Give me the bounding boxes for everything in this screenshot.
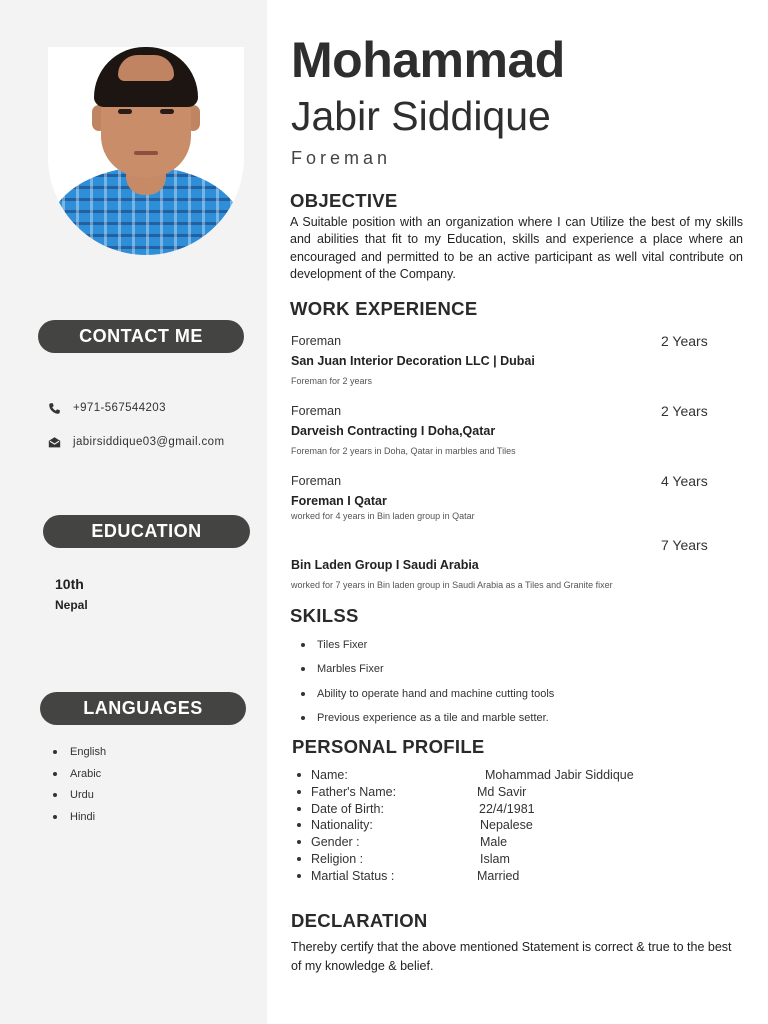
contact-heading: CONTACT ME bbox=[38, 320, 244, 353]
main-content bbox=[267, 0, 768, 1024]
profile-value: Male bbox=[480, 835, 508, 850]
education-place: Nepal bbox=[55, 598, 88, 612]
skills-heading: SKILSS bbox=[290, 605, 359, 626]
profile-label: Religion : bbox=[311, 851, 364, 866]
profile-row bbox=[297, 767, 737, 784]
education-level: 10th bbox=[55, 576, 84, 592]
job-years: 4 Years bbox=[661, 473, 708, 489]
job-role: Foreman bbox=[291, 474, 342, 488]
job-company: Darveish Contracting I Doha,Qatar bbox=[291, 424, 496, 438]
job-company: San Juan Interior Decoration LLC | Dubai bbox=[291, 354, 535, 368]
list-item: Urdu bbox=[52, 787, 106, 809]
list-item: Ability to operate hand and machine cutting tools bbox=[301, 686, 554, 710]
job-title: Foreman bbox=[291, 148, 392, 168]
profile-label: Gender : bbox=[311, 835, 360, 850]
profile-label: Martial Status : bbox=[311, 868, 395, 883]
list-item: Marbles Fixer bbox=[301, 661, 554, 685]
profile-row bbox=[297, 801, 737, 818]
profile-label: Father's Name: bbox=[311, 784, 397, 799]
work-experience-heading: WORK EXPERIENCE bbox=[290, 298, 478, 319]
profile-row bbox=[297, 784, 737, 801]
personal-profile-heading: PERSONAL PROFILE bbox=[292, 736, 485, 757]
skills-list bbox=[301, 637, 554, 734]
job-description: Foreman for 2 years bbox=[291, 376, 373, 386]
profile-value: Md Savir bbox=[477, 784, 527, 799]
declaration-text: Thereby certify that the above mentioned Statement is correct & true to the best of my knowledge & belief. bbox=[291, 940, 732, 973]
job-role: Foreman bbox=[291, 404, 342, 418]
education-heading: EDUCATION bbox=[43, 515, 250, 548]
profile-value: Nepalese bbox=[480, 818, 533, 833]
last-name: Jabir Siddique bbox=[291, 93, 551, 139]
profile-value: Mohammad Jabir Siddique bbox=[485, 768, 634, 782]
personal-profile-list bbox=[297, 767, 737, 885]
profile-label: Name: bbox=[311, 768, 348, 782]
profile-row bbox=[297, 851, 737, 868]
profile-row bbox=[297, 817, 737, 834]
profile-value: Married bbox=[477, 868, 520, 883]
list-item: Tiles Fixer bbox=[301, 637, 554, 661]
phone-row bbox=[48, 399, 166, 417]
job-years: 2 Years bbox=[661, 333, 708, 349]
first-name: Mohammad bbox=[291, 32, 565, 88]
job-company: Foreman I Qatar bbox=[291, 494, 387, 508]
profile-label: Date of Birth: bbox=[311, 801, 384, 816]
declaration-heading: DECLARATION bbox=[291, 910, 428, 931]
job-years: 7 Years bbox=[661, 537, 708, 553]
email-row bbox=[48, 433, 224, 451]
job-years: 2 Years bbox=[661, 403, 708, 419]
job-company: Bin Laden Group I Saudi Arabia bbox=[291, 558, 479, 572]
job-description: worked for 4 years in Bin laden group in Qatar bbox=[291, 511, 475, 521]
email-address[interactable]: jabirsiddique03@gmail.com bbox=[73, 436, 225, 448]
list-item: Hindi bbox=[52, 809, 106, 831]
profile-row bbox=[297, 834, 737, 851]
languages-list bbox=[52, 744, 106, 830]
phone-icon bbox=[48, 402, 61, 415]
list-item: Arabic bbox=[52, 766, 106, 788]
job-role: Foreman bbox=[291, 334, 342, 348]
profile-label: Nationality: bbox=[311, 818, 373, 833]
profile-value: Islam bbox=[480, 851, 510, 866]
objective-text: A Suitable position with an organization where I can Utilize the best of my skills and abilities that fit to my Education, skills and experience a place where an encouraged and permitted to be an active participant as well vital contribute on development of the Company. bbox=[290, 215, 743, 281]
profile-value: 22/4/1981 bbox=[479, 801, 535, 816]
objective-heading: OBJECTIVE bbox=[290, 190, 398, 211]
profile-row bbox=[297, 868, 737, 885]
envelope-icon bbox=[48, 436, 61, 449]
profile-photo bbox=[48, 47, 244, 255]
list-item: Previous experience as a tile and marble setter. bbox=[301, 710, 554, 734]
phone-number[interactable]: +971-567544203 bbox=[73, 402, 166, 414]
sidebar bbox=[0, 0, 267, 1024]
languages-heading: LANGUAGES bbox=[40, 692, 246, 725]
job-description: Foreman for 2 years in Doha, Qatar in marbles and Tiles bbox=[291, 446, 516, 456]
list-item: English bbox=[52, 744, 106, 766]
job-description: worked for 7 years in Bin laden group in Saudi Arabia as a Tiles and Granite fixer bbox=[291, 580, 613, 590]
